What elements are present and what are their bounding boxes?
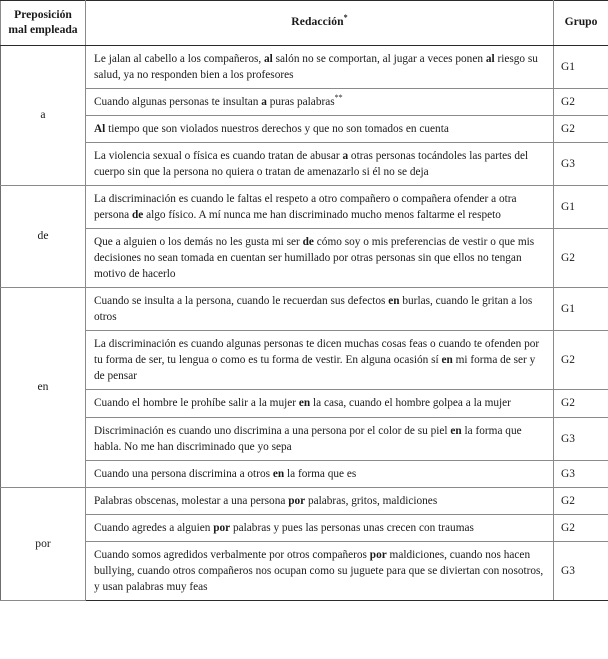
cell-grupo: G3 — [554, 417, 608, 460]
text-run: maldiciones, cuando nos hacen bullying, cuando otros compañeros nos ocupan como su juguete para que se diviertan con nosotros, y usan palabras muy feas — [94, 549, 544, 594]
header-preposition-line2: mal empleada — [8, 23, 78, 37]
highlighted-preposition: por — [213, 522, 231, 535]
text-run: la casa, cuando el hombre golpea a la mujer — [310, 397, 511, 410]
cell-grupo: G2 — [554, 390, 608, 417]
text-run: La discriminación es cuando le faltas el respeto a otro compañero o compañera ofender a otra persona — [94, 193, 517, 222]
text-run: Cuando agredes a alguien — [94, 522, 214, 535]
table-row — [1, 288, 608, 331]
table-row — [1, 45, 608, 88]
highlighted-preposition: en — [272, 467, 285, 480]
cell-grupo: G2 — [554, 331, 608, 390]
highlighted-preposition: en — [298, 397, 311, 410]
text-run: Cuando somos agredidos verbalmente por otros compañeros — [94, 549, 370, 562]
table-row — [1, 460, 608, 487]
cell-preposition-por: por — [1, 487, 86, 600]
highlighted-preposition: en — [388, 295, 400, 308]
highlighted-preposition: al — [264, 52, 273, 65]
text-run: cómo soy o mis preferencias de vestir o que mis decisiones no sean tomada en cuentan ser humillado por otras personas sin que ellos no tengan motivo de hacerlo — [94, 236, 535, 281]
text-run: La violencia sexual o física es cuando tratan de abusar — [94, 150, 343, 163]
table-row — [1, 487, 608, 514]
cell-redaccion — [86, 45, 554, 88]
text-run: burlas, cuando le gritan a los otros — [94, 295, 533, 324]
text-run: otras personas tocándoles las partes del cuerpo sin que la persona no quiera o tratan de amenazarlo si él no se deja — [94, 150, 529, 179]
cell-redaccion — [86, 229, 554, 288]
table-row — [1, 331, 608, 390]
table-row — [1, 515, 608, 542]
text-run: Palabras obscenas, molestar a una persona — [94, 494, 289, 507]
cell-grupo: G2 — [554, 515, 608, 542]
highlighted-preposition: a — [342, 150, 349, 163]
highlighted-preposition: a — [261, 95, 267, 108]
cell-redaccion — [86, 331, 554, 390]
cell-redaccion — [86, 186, 554, 229]
highlighted-preposition: Al — [94, 122, 106, 135]
cell-grupo: G2 — [554, 88, 608, 115]
highlighted-preposition: en — [450, 424, 462, 437]
text-run: tiempo que son violados nuestros derechos y que no son tomados en cuenta — [105, 122, 449, 135]
text-run: Discriminación es cuando uno discrimina a una persona por el color de su piel — [94, 424, 451, 437]
text-run: mi forma de ser y de pensar — [94, 354, 536, 383]
cell-redaccion — [86, 487, 554, 514]
cell-grupo: G2 — [554, 487, 608, 514]
cell-preposition-en: en — [1, 288, 86, 488]
cell-redaccion — [86, 88, 554, 115]
cell-grupo: G3 — [554, 460, 608, 487]
text-run: puras palabras — [266, 95, 335, 108]
column-header-redaccion — [86, 1, 554, 46]
cell-redaccion — [86, 115, 554, 142]
table-body — [1, 45, 608, 601]
cell-redaccion — [86, 417, 554, 460]
table-row — [1, 542, 608, 601]
cell-grupo: G1 — [554, 186, 608, 229]
cell-grupo: G2 — [554, 229, 608, 288]
cell-redaccion — [86, 460, 554, 487]
footnote-marker-icon: ** — [334, 92, 343, 102]
cell-grupo: G3 — [554, 143, 608, 186]
table-row — [1, 417, 608, 460]
text-run: Que a alguien o los demás no les gusta mi ser — [94, 236, 303, 249]
table-row — [1, 229, 608, 288]
text-run: palabras, gritos, maldiciones — [305, 494, 438, 507]
table-row — [1, 390, 608, 417]
text-run: Cuando se insulta a la persona, cuando le recuerdan sus defectos — [94, 295, 389, 308]
cell-redaccion — [86, 390, 554, 417]
highlighted-preposition: de — [302, 236, 314, 249]
column-header-preposition — [1, 1, 86, 46]
cell-redaccion — [86, 542, 554, 601]
cell-grupo: G1 — [554, 288, 608, 331]
highlighted-preposition: en — [441, 354, 453, 367]
table-row — [1, 88, 608, 115]
text-run: Cuando el hombre le prohíbe salir a la mujer — [94, 397, 299, 410]
text-run: la forma que es — [284, 467, 357, 480]
text-run: riesgo su salud, ya no responden bien a los profesores — [94, 52, 538, 81]
highlighted-preposition: por — [369, 549, 387, 562]
table-header — [1, 1, 608, 46]
highlighted-preposition: al — [485, 52, 495, 65]
text-run: la forma que habla. No me han discriminado que yo sepa — [94, 424, 522, 453]
cell-grupo: G3 — [554, 542, 608, 601]
header-row — [1, 1, 608, 46]
text-run: Cuando algunas personas te insultan — [94, 95, 262, 108]
footnote-marker-icon: * — [343, 13, 348, 23]
cell-preposition-de: de — [1, 186, 86, 288]
text-run: algo físico. A mí nunca me han discriminado mucho menos faltarme el respeto — [143, 209, 501, 222]
cell-redaccion — [86, 515, 554, 542]
highlighted-preposition: de — [131, 209, 144, 222]
text-run: salón no se comportan, al jugar a veces ponen — [272, 52, 486, 65]
cell-grupo: G1 — [554, 45, 608, 88]
text-run: La discriminación es cuando algunas personas te dicen muchas cosas feas o cuando te ofenden por tu forma de ser, tu lengua o como es tu forma de vestir. En alguna ocasión sí — [94, 338, 540, 367]
cell-redaccion — [86, 288, 554, 331]
table-row — [1, 143, 608, 186]
text-run: Le jalan al cabello a los compañeros, — [94, 52, 265, 65]
column-header-grupo: Grupo — [554, 1, 608, 46]
table-row — [1, 115, 608, 142]
header-preposition-line1: Preposición — [14, 8, 72, 21]
text-run: palabras y pues las personas unas crecen con traumas — [230, 522, 474, 535]
header-redaccion-label: Redacción — [291, 15, 344, 29]
cell-grupo: G2 — [554, 115, 608, 142]
text-run: Cuando una persona discrimina a otros — [94, 467, 273, 480]
cell-redaccion — [86, 143, 554, 186]
cell-preposition-a: a — [1, 45, 86, 186]
highlighted-preposition: por — [288, 494, 306, 507]
table-row — [1, 186, 608, 229]
